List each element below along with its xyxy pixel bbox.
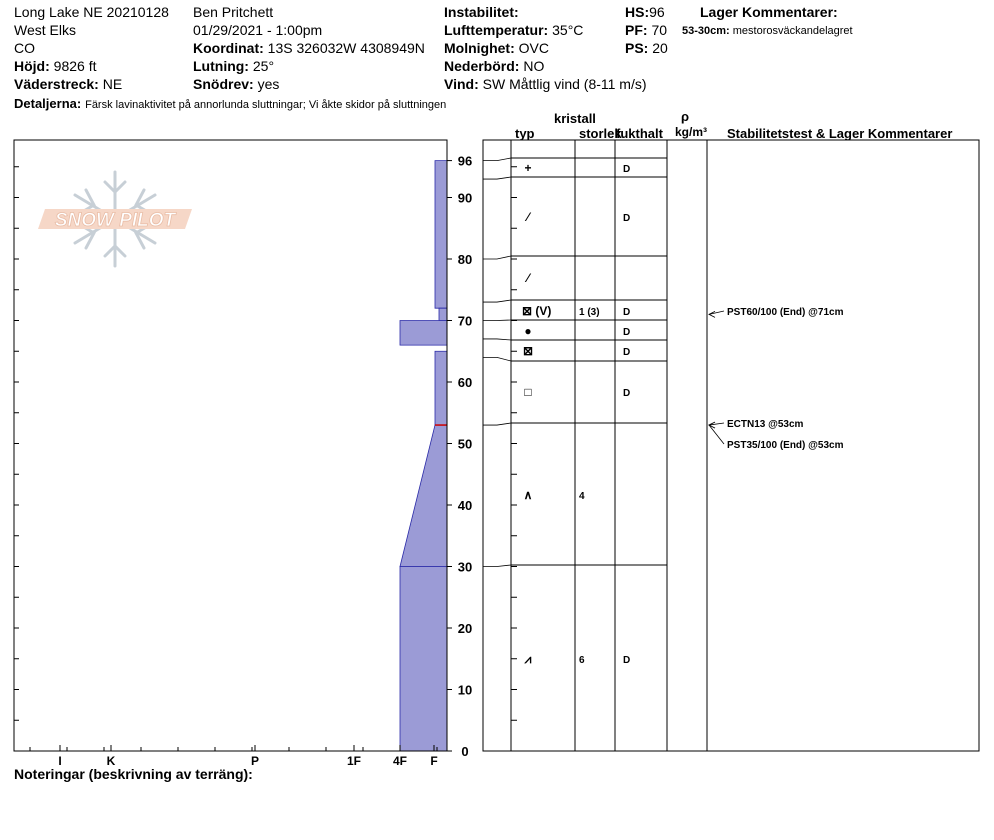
hardness-profile <box>400 161 447 751</box>
layer-connector <box>483 423 511 425</box>
layer-connector <box>483 177 511 179</box>
hardness-layer <box>400 425 447 566</box>
layer-connector <box>483 357 511 361</box>
hs-value: 96 <box>649 4 665 20</box>
moisture-value: D <box>623 388 631 399</box>
precip-label: Nederbörd: <box>444 58 520 74</box>
col-moisture-header: fukthalt <box>616 126 663 141</box>
grain-type-symbol: ⁄ <box>526 210 530 224</box>
pf-label: PF: <box>625 22 648 38</box>
location-name: Long Lake NE 20210128 <box>14 4 169 20</box>
depth-tick-label: 0 <box>461 744 469 759</box>
pf-value: 70 <box>651 22 668 38</box>
grain-type-symbol: ∧ <box>523 488 533 502</box>
ps-value: 20 <box>652 40 668 56</box>
coordinate-label: Koordinat: <box>193 40 264 56</box>
col-crystal-header: kristall <box>554 111 596 126</box>
grain-type-symbol: + <box>524 161 532 175</box>
hardness-tick-label: K <box>106 754 116 768</box>
depth-tick-label: 40 <box>457 498 473 513</box>
stability-test-label: PST60/100 (End) @71cm <box>727 307 844 318</box>
depth-tick-label: 20 <box>457 621 473 636</box>
grain-type-symbol: ● <box>524 324 532 338</box>
drift-label: Snödrev: <box>193 76 254 92</box>
slope-value: 25° <box>252 58 275 74</box>
moisture-value: D <box>623 213 631 224</box>
depth-tick-label: 80 <box>457 252 473 267</box>
col-size-header: storlek <box>579 126 622 141</box>
hardness-tick-label: 1F <box>346 754 362 768</box>
depth-tick-label: 30 <box>457 559 473 575</box>
hardness-layer <box>435 351 447 425</box>
layer-connector <box>483 339 511 340</box>
moisture-value: D <box>623 347 631 358</box>
range-name: West Elks <box>14 22 76 38</box>
state-name: CO <box>14 40 35 56</box>
depth-tick-label: 70 <box>457 313 473 329</box>
stability-test-label: PST35/100 (End) @53cm <box>727 440 844 451</box>
layer-connector <box>483 158 511 161</box>
grain-type-symbol: ⊠ (V) <box>522 304 552 318</box>
aspect-label: Väderstreck: <box>14 76 99 92</box>
layer-comments-label: Lager Kommentarer: <box>700 4 838 20</box>
hardness-layer <box>400 321 447 346</box>
details-value: Färsk lavinaktivitet på annorlunda sluttningar; Vi åkte skidor på sluttningen <box>85 99 447 111</box>
depth-tick-label: 96 <box>457 153 473 169</box>
observation-datetime: 01/29/2021 - 1:00pm <box>193 22 323 38</box>
terrain-notes-label: Noteringar (beskrivning av terräng): <box>14 766 253 782</box>
hardness-layer <box>435 161 447 309</box>
logo-text: SNOW PILOT <box>54 210 176 231</box>
wind-label: Vind: <box>444 76 479 92</box>
col-stability-header: Stabilitetstest & Lager Kommentarer <box>727 126 953 141</box>
grain-type-symbol: ⁄ <box>526 271 530 285</box>
layer-comment-text: mestorosväckandelagret <box>732 25 853 37</box>
layer-connector <box>483 565 511 567</box>
layer-connector <box>483 300 511 302</box>
grain-type-symbol: ⩘ <box>524 652 532 666</box>
test-arrow-line <box>709 425 724 444</box>
moisture-value: D <box>623 307 631 318</box>
stability-test-label: ECTN13 @53cm <box>727 419 804 430</box>
hardness-tick-label: F <box>430 754 438 768</box>
moisture-value: D <box>623 655 631 666</box>
hs-label: HS: <box>625 4 650 20</box>
air-temp-label: Lufttemperatur: <box>444 22 549 38</box>
hardness-axis <box>30 745 438 768</box>
air-temp-value: 35°C <box>552 22 584 38</box>
slope-label: Lutning: <box>193 58 249 74</box>
sky-value: OVC <box>518 40 549 56</box>
elevation-label: Höjd: <box>14 58 50 74</box>
test-arrow-line <box>709 311 724 314</box>
hardness-layer <box>400 567 447 752</box>
observer-name: Ben Pritchett <box>193 4 274 20</box>
elevation-value: 9826 ft <box>53 58 97 74</box>
grain-size-value: 1 (3) <box>579 307 600 318</box>
layer-connector <box>483 320 511 321</box>
depth-tick-label: 50 <box>457 436 473 452</box>
aspect-value: NE <box>102 76 123 92</box>
depth-tick-label: 60 <box>457 375 473 390</box>
details-label: Detaljerna: <box>14 96 82 111</box>
col-density-unit: kg/m³ <box>675 125 708 139</box>
layer-comment-range: 53-30cm: <box>682 25 730 37</box>
moisture-value: D <box>623 327 631 338</box>
hardness-layer <box>439 308 447 320</box>
wind-value: SW Måttlig vind (8-11 m/s) <box>482 76 647 92</box>
coordinate-value: 13S 326032W 4308949N <box>267 40 425 56</box>
ps-label: PS: <box>625 40 649 56</box>
instability-label: Instabilitet: <box>444 4 519 20</box>
depth-tick-label: 90 <box>457 190 473 206</box>
grain-type-symbol: ⊠ <box>522 344 534 358</box>
snowpilot-logo <box>38 172 192 266</box>
precip-value: NO <box>523 58 545 74</box>
depth-axis <box>447 154 517 759</box>
drift-value: yes <box>257 76 280 92</box>
sky-label: Molnighet: <box>444 40 515 56</box>
hardness-tick-label: 4F <box>392 754 408 768</box>
grain-size-value: 4 <box>579 491 585 502</box>
grain-type-symbol: □ <box>524 385 532 399</box>
hardness-frame <box>14 140 447 751</box>
hardness-tick-label: P <box>250 754 260 768</box>
moisture-value: D <box>623 164 631 175</box>
layer-connector <box>483 256 511 259</box>
col-rho-header: ρ <box>681 109 690 124</box>
depth-tick-label: 10 <box>457 682 473 698</box>
grain-size-value: 6 <box>579 655 585 666</box>
col-type-header: typ <box>515 126 535 141</box>
stability-tests <box>709 307 844 451</box>
hardness-tick-label: I <box>58 754 62 768</box>
